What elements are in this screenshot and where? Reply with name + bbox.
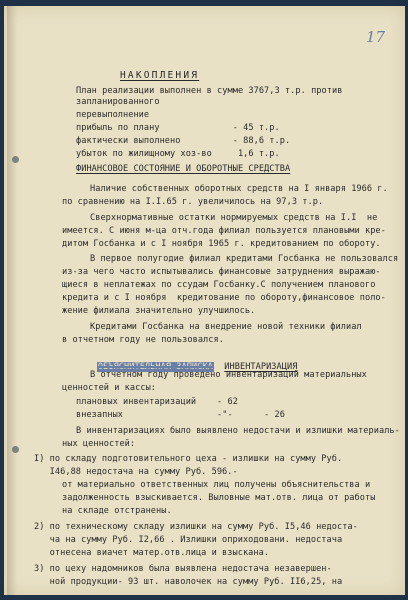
paragraph-line: Наличие собственных оборотных средств на I января 1966 г. <box>90 184 388 194</box>
plan-line: перевыполнение <box>76 110 150 120</box>
plan-line: убыток по жилищному хоз-во 1,6 т.р. <box>76 149 280 159</box>
paragraph-line: В инвентаризациях было выявлено недостачи и излишки материаль- <box>76 426 400 436</box>
paragraph-line: по сравнению на I.I.65 г. увеличилось на 97,3 т.р. <box>62 197 324 207</box>
section-heading-inventory: ИНВЕНТАРИЗАЦИЯ <box>224 362 298 372</box>
paragraph-line: В первое полугодие филиал кредитами Госбанка не пользовался <box>90 254 399 264</box>
punch-hole <box>12 156 19 163</box>
paragraph-line: плановых инвентаризаций - 62 <box>76 397 238 407</box>
paragraph-line: жение филиала значительно улучшилось. <box>62 306 256 316</box>
paragraph-line: ной продукции- 93 шт. наволочек на сумму Руб. II6,25, на <box>34 577 343 587</box>
paragraph-line: 3) по цеху надомников была выявлена недостача незавершен- <box>34 564 332 574</box>
plan-line: фактически выполнено - 88,6 т.р. <box>76 136 291 146</box>
paragraph-line: дитом Госбанка и с I ноября 1965 г. кредитованием по обороту. <box>62 239 381 249</box>
paragraph-line: 2) по техническому складу излишки на сумму Руб. I5,46 недоста- <box>34 522 358 532</box>
paragraph-line: кредита и с I ноября кредитование по обороту,финансовое поло- <box>62 293 386 303</box>
punch-hole <box>12 446 19 453</box>
plan-line: План реализации выполнен в сумме 3767,3 т.р. против <box>76 86 343 96</box>
document-page <box>4 6 405 595</box>
binding-edge <box>7 6 17 595</box>
paragraph-line: ценностей и кассы: <box>62 383 157 393</box>
page-number: 17 <box>366 28 386 46</box>
paragraph-line: ча на сумму Руб. I2,66 . Излишки оприходовани. недостача <box>34 535 343 545</box>
paragraph-line: Сверхнормативные остатки нормируемых средств на I.I не <box>90 213 378 223</box>
paragraph-line: I) по складу подготовительного цеха - излишки на сумму Руб. <box>34 454 343 464</box>
paragraph-line: Кредитами Госбанка на внедрение новой техники филиал <box>90 322 362 332</box>
paragraph-line: внезапных -"- - 26 <box>76 410 285 420</box>
paragraph-line: имеется. С июня м-ца отч.года филиал пользуется плановыми кре- <box>62 226 386 236</box>
paragraph-line: В отчетном году проведено инвентаризаций материальных <box>90 370 367 380</box>
paragraph-line: в отчетном году не пользовался. <box>62 335 224 345</box>
plan-line: прибыль по плану - 45 т.р. <box>76 123 280 133</box>
paragraph-line: ных ценностей: <box>62 439 136 449</box>
paragraph-line: I46,88 недостача на сумму Руб. 596.- <box>34 467 238 477</box>
plan-line: запланированного <box>76 97 160 107</box>
section-heading-finance: ФИНАНСОВОЕ СОСТОЯНИЕ И ОБОРОТНЫЕ СРЕДСТВА <box>76 164 291 174</box>
paragraph-line: щиеся в неплатежах по ссудам Госбанку.С получением планового <box>62 280 376 290</box>
paragraph-line: задолженность взыскивается. Выловные мат.отв. лица от работы <box>62 493 376 503</box>
paragraph-line: на складе отстранены. <box>62 506 172 516</box>
paragraph-line: от материально ответственных лиц получены объяснительства и <box>62 480 371 490</box>
paragraph-line: отнесена виачет матер.отв.лица и взыскана. <box>34 548 270 558</box>
document-title: НАКОПЛЕНИЯ <box>120 70 200 81</box>
struck-heading: ОБЪЯСНИТЕЛЬНАЯ ЗАПИСКА <box>97 362 213 372</box>
paragraph-line: из-за чего часто испытывались финансовые затруднения выражаю- <box>62 267 381 277</box>
